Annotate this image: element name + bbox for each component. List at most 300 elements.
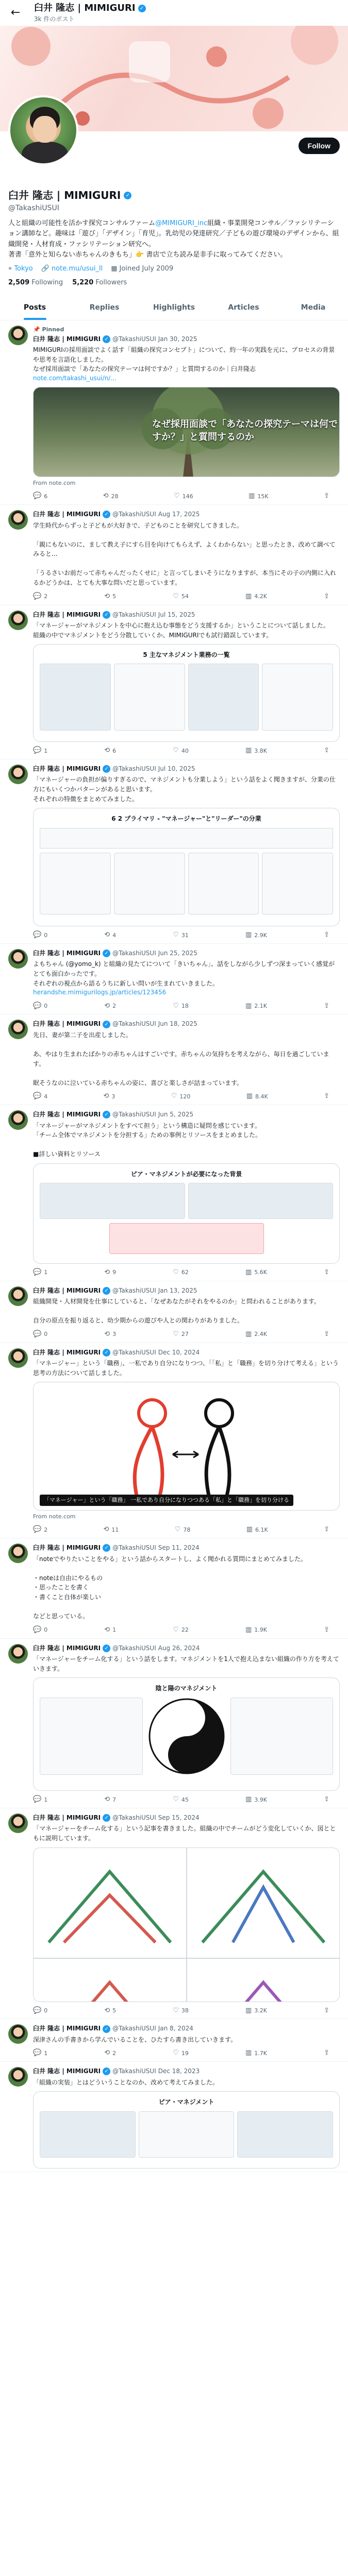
grid-image[interactable]	[34, 1848, 186, 1958]
slide-box	[188, 664, 259, 731]
like-button[interactable]: ♡ 62	[173, 1268, 189, 1278]
views-button[interactable]: ▥ 3.8K	[245, 746, 267, 756]
reply-button[interactable]: 💬 4	[33, 1092, 47, 1101]
tweet-author[interactable]: 臼井 隆志 | MIMIGURI	[33, 611, 101, 618]
avatar[interactable]	[8, 95, 78, 165]
tweet-date[interactable]: Aug 17, 2025	[158, 511, 200, 518]
tweet-header	[33, 510, 340, 519]
reply-icon: 💬	[33, 931, 42, 939]
website[interactable]: 🔗 note.mu/usui_ll	[41, 264, 103, 274]
like-button[interactable]: ♡ 146	[174, 492, 193, 501]
tweet-actions	[33, 1525, 340, 1535]
reply-icon: 💬	[33, 1625, 42, 1634]
location: ⌖ Tokyo	[8, 264, 33, 274]
tweet[interactable]	[0, 1281, 348, 1343]
tweet-header	[33, 2067, 340, 2076]
retweet-button[interactable]: ⟲ 6	[104, 746, 116, 756]
tweet-actions	[33, 1092, 340, 1101]
tweet-date[interactable]: Sep 11, 2024	[158, 1544, 200, 1552]
retweet-icon: ⟲	[104, 2049, 110, 2057]
tweet-text: MIMIGURIの採用面談でよく話す「組織の探究コンセプト」について、約一年の実践を元に、プロセスの背景や思考を言語化しました。 なぜ採用面談で「あなたの探究テーマは何ですか？」と質問するのか｜臼井隆志	[33, 346, 335, 373]
tweet-feed	[0, 320, 348, 2172]
tweet[interactable]	[0, 1538, 348, 1638]
share-icon: ⇪	[324, 1526, 329, 1534]
reply-icon: 💬	[33, 1092, 42, 1100]
share-button[interactable]	[324, 2006, 329, 2016]
tweet-media-card[interactable]	[33, 1382, 340, 1511]
tweet-body	[33, 765, 340, 940]
tweet-media-slide[interactable]	[33, 1163, 340, 1264]
views-button[interactable]: ▥ 8.4K	[246, 1092, 268, 1101]
tweet[interactable]	[0, 505, 348, 605]
slide-box	[114, 853, 185, 914]
tweet-media-grid[interactable]	[33, 1848, 340, 2002]
tweet-actions	[33, 2006, 340, 2016]
tweet-date[interactable]: Dec 18, 2023	[158, 2067, 200, 2075]
slide-box	[139, 2111, 235, 2158]
tweet-date[interactable]: Jan 13, 2025	[158, 1286, 197, 1294]
share-button[interactable]	[324, 2048, 329, 2058]
tab-media[interactable]: Media	[301, 303, 326, 312]
tweet-date[interactable]: Jun 5, 2025	[158, 1111, 194, 1118]
avatar[interactable]	[8, 765, 28, 784]
slide-box	[188, 1183, 334, 1219]
tweet-author[interactable]: 臼井 隆志 | MIMIGURI	[33, 2067, 101, 2075]
views-button[interactable]: ▥ 1.7K	[245, 2048, 267, 2058]
reply-button[interactable]: 💬 0	[33, 1330, 47, 1340]
share-icon: ⇪	[324, 592, 329, 600]
slide-boxes	[40, 2111, 333, 2158]
reply-button[interactable]: 💬 2	[33, 1525, 47, 1535]
avatar[interactable]	[8, 949, 28, 969]
media-caption: From note.com	[33, 480, 76, 487]
tweet-date[interactable]: Jan 8, 2024	[158, 2025, 193, 2032]
tweet-handle: @TakashiUSUI	[112, 511, 156, 518]
tweet-author[interactable]: 臼井 隆志 | MIMIGURI	[33, 1544, 101, 1552]
heart-icon: ♡	[171, 1092, 177, 1100]
share-button[interactable]	[324, 1268, 329, 1278]
slide-boxes	[40, 1183, 333, 1219]
verified-icon: ✓	[103, 1349, 110, 1357]
views-button[interactable]: ▥ 2.9K	[245, 930, 267, 940]
slide-box	[40, 1183, 185, 1219]
views-button[interactable]: ▥ 1.9K	[245, 1625, 267, 1635]
tweet[interactable]	[0, 2019, 348, 2062]
tab-replies[interactable]: Replies	[89, 303, 120, 312]
tweet-media-slide[interactable]	[33, 2091, 340, 2168]
retweet-button[interactable]: ⟲ 2	[104, 2048, 116, 2058]
slide-title: 6 2 プライマリ - "マネージャー"と"リーダー"の分業	[111, 815, 261, 823]
like-button[interactable]: ♡ 54	[173, 592, 189, 602]
reply-icon: 💬	[33, 1330, 42, 1338]
tweet-author[interactable]: 臼井 隆志 | MIMIGURI	[33, 1286, 101, 1294]
heart-icon: ♡	[173, 592, 179, 600]
profile-name	[8, 188, 340, 203]
share-button[interactable]	[324, 1525, 329, 1535]
link-icon: 🔗	[41, 264, 49, 273]
tweet-body	[33, 326, 340, 501]
reply-icon: 💬	[33, 2049, 42, 2057]
views-icon: ▥	[245, 2049, 252, 2057]
tweet-actions	[33, 2048, 340, 2058]
share-icon: ⇪	[324, 2006, 329, 2014]
tweet-header	[33, 1814, 340, 1822]
tweet-author[interactable]: 臼井 隆志 | MIMIGURI	[33, 1814, 101, 1821]
views-icon: ▥	[245, 1795, 252, 1804]
tweet-header	[33, 1348, 340, 1357]
slide-title: 5 主なマネジメント業務の一覧	[143, 651, 230, 659]
reply-button[interactable]: 💬 0	[33, 930, 47, 940]
tweet-link[interactable]: herandshe.mimigurilogs.jp/articles/123456	[33, 989, 167, 996]
heart-icon: ♡	[173, 1002, 179, 1010]
calendar-icon: ▦	[111, 264, 118, 273]
share-button[interactable]	[324, 1795, 329, 1805]
verified-icon: ✓	[103, 1645, 110, 1652]
tweet-handle: @TakashiUSUI	[112, 335, 156, 343]
following-stat[interactable]: 2,509 Following	[8, 278, 63, 286]
slide-title: 陰と陽のマネジメント	[155, 1685, 218, 1692]
verified-icon: ✓	[103, 1814, 110, 1822]
share-icon: ⇪	[324, 747, 329, 755]
grid-image[interactable]	[187, 1959, 340, 2002]
tweet-text: 「noteでやりたいことをやる」という話からスタートし、よく聞かれる質問にまとめてみました。 ・noteは自由にやるもの ・思ったことを書く ・書くこと自体が楽しい などと思っている。	[33, 1555, 307, 1620]
reply-button[interactable]: 💬 1	[33, 1795, 47, 1805]
tweet-date[interactable]: Jun 25, 2025	[158, 949, 197, 957]
verified-icon: ✓	[124, 192, 131, 199]
views-button[interactable]: ▥ 3.9K	[245, 1795, 267, 1805]
retweet-button[interactable]: ⟲ 9	[104, 1268, 116, 1278]
slide-box	[40, 664, 111, 731]
tweet-header	[33, 2024, 340, 2033]
reply-button[interactable]: 💬 1	[33, 746, 47, 756]
tweet-header	[33, 335, 340, 344]
slide-banner	[40, 828, 333, 849]
tweet[interactable]	[0, 605, 348, 759]
tweet-author[interactable]: 臼井 隆志 | MIMIGURI	[33, 1348, 101, 1356]
retweet-button[interactable]: ⟲ 5	[104, 2006, 116, 2016]
tweet[interactable]	[0, 944, 348, 1014]
tweet-date[interactable]: Jul 15, 2025	[158, 611, 195, 618]
slide-title: ピア・マネジメントが必要になった背景	[130, 1170, 242, 1178]
retweet-icon: ⟲	[103, 1092, 109, 1100]
bio-line: 組織・事業開発コンサル／ファシリテーション講師など。趣味は「遊び」「デザイン」「育児」。乳幼児の発達研究／子どもの遊び環境のデザインから、組織開発・人材育成・ファシリテーション研究へ。	[8, 219, 339, 248]
avatar[interactable]	[8, 1644, 28, 1664]
tweet-handle: @TakashiUSUI	[112, 1286, 156, 1294]
like-button[interactable]: ♡ 120	[171, 1092, 191, 1101]
reply-icon: 💬	[33, 1795, 42, 1804]
retweet-button[interactable]: ⟲ 28	[103, 492, 119, 501]
share-button[interactable]	[324, 746, 329, 756]
tweet-media-slide[interactable]	[33, 808, 340, 926]
tweet-text: よもちゃん (@yomo_k) と組織の見たてについて「きいちゃん」、話をしながら少しずつ深まっていく感覚がとても面白かったです。 それぞれの視点から語るうちに新しい問いが生まれていきました。	[33, 960, 335, 987]
views-icon: ▥	[245, 2006, 252, 2014]
tab-highlights[interactable]: Highlights	[153, 303, 195, 312]
tweet-handle: @TakashiUSUI	[112, 1544, 156, 1552]
diagram-image	[34, 1959, 186, 2002]
tweet-actions	[33, 1330, 340, 1340]
like-button[interactable]: ♡ 18	[173, 1002, 189, 1011]
bio-mention-link[interactable]: @MIMIGURI_inc	[155, 219, 208, 228]
reply-button[interactable]: 💬 1	[33, 1268, 47, 1278]
share-button[interactable]	[324, 1330, 329, 1340]
share-icon: ⇪	[324, 931, 329, 939]
tweet-text: 学生時代からずっと子どもが大好きで、子どものことを研究してきました。 「親にもないのに、まして教え子にすら目を向けてもらえず、よくわからない」と思ったとき、改めて調べてみると... 「うるさいお前だって赤ちゃんだったくせに」と言ってしまいそうになりますが、本当にその子の内側に入れるかどうかは、とても大事な問いだと思っています。	[33, 521, 337, 587]
share-button[interactable]	[324, 592, 329, 602]
verified-icon: ✓	[103, 1111, 110, 1118]
tweet[interactable]	[0, 320, 348, 505]
follow-button[interactable]: Follow	[299, 138, 340, 154]
diagram-image	[34, 1848, 186, 1958]
tweet[interactable]	[0, 1639, 348, 1808]
tweet-body	[33, 2024, 340, 2058]
tweet-body	[33, 611, 340, 756]
avatar[interactable]	[8, 326, 28, 345]
tweet[interactable]	[0, 759, 348, 944]
views-icon: ▥	[245, 747, 252, 755]
yin-yang-layout	[40, 1698, 333, 1775]
avatar[interactable]	[8, 1348, 28, 1368]
tweet-author[interactable]: 臼井 隆志 | MIMIGURI	[33, 511, 101, 518]
location-icon: ⌖	[8, 264, 12, 273]
like-button[interactable]: ♡ 40	[173, 746, 189, 756]
verified-icon: ✓	[103, 1287, 110, 1295]
avatar[interactable]	[8, 1286, 28, 1306]
slide-box	[237, 2111, 333, 2158]
views-icon: ▥	[245, 931, 252, 939]
reply-icon: 💬	[33, 492, 42, 500]
like-button[interactable]: ♡ 31	[173, 930, 189, 940]
reply-button[interactable]: 💬 2	[33, 592, 47, 602]
tweet-body	[33, 949, 340, 1011]
tweet-handle: @TakashiUSUI	[112, 2067, 156, 2075]
tweet-body	[33, 1110, 340, 1278]
tweet-author[interactable]: 臼井 隆志 | MIMIGURI	[33, 335, 101, 343]
heart-icon: ♡	[173, 747, 179, 755]
tweet-date[interactable]: Jan 30, 2025	[158, 335, 197, 343]
tweet-handle: @TakashiUSUI	[112, 611, 156, 618]
share-button[interactable]	[324, 1625, 329, 1635]
avatar[interactable]	[8, 2024, 28, 2044]
share-icon: ⇪	[324, 1268, 329, 1276]
retweet-icon: ⟲	[104, 931, 110, 939]
views-button[interactable]: ▥ 2.1K	[245, 1002, 267, 1011]
verified-icon: ✓	[138, 5, 146, 12]
retweet-button[interactable]: ⟲ 3	[104, 1330, 116, 1340]
views-icon: ▥	[246, 1092, 253, 1100]
tweet[interactable]	[0, 2062, 348, 2172]
tweet-header	[33, 1110, 340, 1119]
tab-articles[interactable]: Articles	[228, 303, 259, 312]
like-button[interactable]: ♡ 19	[173, 2048, 189, 2058]
tweet-handle: @TakashiUSUI	[112, 765, 156, 772]
share-button[interactable]	[324, 1002, 329, 1011]
tweet[interactable]	[0, 1105, 348, 1281]
share-icon: ⇪	[324, 1092, 329, 1100]
tweet[interactable]	[0, 1343, 348, 1538]
views-button[interactable]: ▥ 15K	[248, 492, 269, 501]
reply-button[interactable]: 💬 1	[33, 2048, 47, 2058]
tweet-author[interactable]: 臼井 隆志 | MIMIGURI	[33, 2025, 101, 2032]
retweet-icon: ⟲	[103, 492, 109, 500]
tweet-media-card[interactable]	[33, 387, 340, 477]
profile-handle: @TakashiUSUI	[8, 204, 59, 212]
diagram-image	[187, 1959, 340, 2002]
views-button[interactable]: ▥ 6.1K	[246, 1525, 268, 1535]
top-bar	[0, 0, 348, 26]
tweet-actions	[33, 592, 340, 602]
reply-icon: 💬	[33, 1526, 42, 1534]
tweet-date[interactable]: Dec 10, 2024	[158, 1348, 200, 1356]
tweet-actions	[33, 1625, 340, 1635]
reply-icon: 💬	[33, 592, 42, 600]
reply-button[interactable]: 💬 6	[33, 492, 47, 501]
tweet-handle: @TakashiUSUI	[112, 1020, 156, 1028]
grid-image[interactable]	[34, 1959, 186, 2002]
views-button[interactable]: ▥ 4.2K	[245, 592, 267, 602]
retweet-button[interactable]: ⟲ 5	[104, 592, 116, 602]
verified-icon: ✓	[103, 335, 110, 343]
yin-yang-icon	[148, 1698, 225, 1775]
heart-icon: ♡	[174, 1526, 181, 1534]
diagram-image	[187, 1848, 340, 1958]
header-name-text: 臼井 隆志 | MIMIGURI	[34, 3, 136, 14]
avatar[interactable]	[8, 1544, 28, 1563]
retweet-icon: ⟲	[104, 747, 110, 755]
tweet-handle: @TakashiUSUI	[112, 1644, 156, 1652]
reply-button[interactable]: 💬 0	[33, 1002, 47, 1011]
share-button[interactable]	[324, 930, 329, 940]
tab-posts[interactable]: Posts	[0, 295, 70, 320]
retweet-button[interactable]: ⟲ 4	[104, 930, 116, 940]
retweet-icon: ⟲	[104, 1268, 110, 1276]
slide-boxes	[40, 664, 333, 731]
followers-stat[interactable]: 5,220 Followers	[72, 278, 127, 286]
follow-stats	[8, 278, 340, 288]
share-icon: ⇪	[324, 1330, 329, 1338]
post-count: 3k 件のポスト	[34, 15, 75, 23]
tweet-media-slide[interactable]	[33, 644, 340, 742]
tweet-body	[33, 1544, 340, 1635]
avatar[interactable]	[8, 611, 28, 630]
views-button[interactable]: ▥ 3.2K	[245, 2006, 267, 2016]
share-icon: ⇪	[324, 492, 329, 500]
slide-highlight-box	[109, 1223, 264, 1254]
slide-box	[40, 2111, 136, 2158]
retweet-button[interactable]: ⟲ 11	[104, 1525, 119, 1535]
tweet-header	[33, 1644, 340, 1653]
verified-icon: ✓	[103, 950, 110, 957]
tweet-handle: @TakashiUSUI	[112, 1111, 156, 1118]
views-icon: ▥	[245, 1268, 252, 1276]
retweet-icon: ⟲	[104, 2006, 110, 2014]
tweet-link[interactable]: note.com/takashi_usui/n/...	[33, 374, 117, 382]
tweet-author[interactable]: 臼井 隆志 | MIMIGURI	[33, 765, 101, 772]
retweet-icon: ⟲	[104, 1002, 110, 1010]
slide-boxes	[40, 853, 333, 914]
tweet-header	[33, 949, 340, 958]
tweet-handle: @TakashiUSUI	[112, 1348, 156, 1356]
avatar[interactable]	[8, 1814, 28, 1833]
verified-icon: ✓	[103, 2067, 110, 2075]
share-icon: ⇪	[324, 2049, 329, 2057]
bio-book: 著書「意外と知らない赤ちゃんのきもち」	[8, 250, 136, 259]
tweet-header	[33, 1020, 340, 1028]
tweet-author[interactable]: 臼井 隆志 | MIMIGURI	[33, 1111, 101, 1118]
reply-button[interactable]: 💬 0	[33, 1625, 47, 1635]
profile-name-text: 臼井 隆志 | MIMIGURI	[8, 189, 121, 201]
tweet-text: 「マネージャーの負担が偏りすぎるので、マネジメントも分業しよう」という話をよく聞きますが、分業の仕方にもいくつかパターンがあると思います。 それぞれの特徴をまとめてみました。	[33, 776, 336, 803]
grid-image[interactable]	[187, 1848, 340, 1958]
pinned-label: 📌 Pinned	[33, 326, 64, 333]
tweet-date[interactable]: Sep 15, 2024	[158, 1814, 200, 1821]
tweet-date[interactable]: Aug 26, 2024	[158, 1644, 200, 1652]
tweet[interactable]	[0, 1808, 348, 2019]
heart-icon: ♡	[173, 1795, 179, 1804]
share-button[interactable]	[324, 1092, 329, 1101]
retweet-button[interactable]: ⟲ 3	[104, 1092, 115, 1101]
verified-icon: ✓	[103, 511, 110, 518]
verified-icon: ✓	[103, 611, 110, 619]
avatar[interactable]	[8, 1020, 28, 1039]
back-arrow-icon[interactable]: ←	[10, 6, 21, 20]
retweet-icon: ⟲	[103, 1526, 109, 1534]
share-icon: ⇪	[324, 1625, 329, 1634]
heart-icon: ♡	[173, 931, 179, 939]
tweet-handle: @TakashiUSUI	[112, 949, 156, 957]
two-figures-illustration	[34, 1382, 340, 1511]
tweet-date[interactable]: Jul 10, 2025	[158, 765, 195, 772]
tweet-date[interactable]: Jun 18, 2025	[158, 1020, 197, 1028]
tweet-text: 組織開発・人材開発を仕事にしていると、「なぜあなたがそれをやるのか」と問われることがあります。 自分の原点を振り返ると、幼少期からの遊びや人との関わりがありました。	[33, 1298, 321, 1325]
media-title: なぜ採用面談で「あなたの探究テーマは何ですか？」と質問するのか	[152, 419, 338, 443]
share-icon: ⇪	[324, 1002, 329, 1010]
tweet-body	[33, 1286, 340, 1340]
tweet-text: 「マネージャー」という「職務」、一私であり自分になりつつ、「「私」と「職務」を切り分けて考える」という思考の方法について話しました。	[33, 1360, 339, 1377]
like-button[interactable]: ♡ 27	[173, 1330, 189, 1340]
tweet-author[interactable]: 臼井 隆志 | MIMIGURI	[33, 949, 101, 957]
tweet-actions	[33, 1795, 340, 1805]
slide-box	[40, 853, 111, 914]
like-button[interactable]: ♡ 22	[173, 1625, 189, 1635]
avatar[interactable]	[8, 510, 28, 530]
profile-info	[0, 188, 348, 288]
profile-meta	[8, 264, 340, 274]
retweet-button[interactable]: ⟲ 1	[104, 1625, 116, 1635]
tweet-author[interactable]: 臼井 隆志 | MIMIGURI	[33, 1020, 101, 1028]
tweet-actions	[33, 930, 340, 940]
reply-button[interactable]: 💬 0	[33, 2006, 47, 2016]
avatar[interactable]	[8, 2067, 28, 2087]
tweet[interactable]	[0, 1014, 348, 1105]
retweet-button[interactable]: ⟲ 7	[104, 1795, 116, 1805]
heart-icon: ♡	[173, 1268, 179, 1276]
like-button[interactable]: ♡ 78	[175, 1525, 191, 1535]
views-button[interactable]: ▥ 2.4K	[245, 1330, 267, 1340]
tweet-actions	[33, 746, 340, 756]
reply-icon: 💬	[33, 1268, 42, 1276]
tweet-header	[33, 1286, 340, 1295]
like-button[interactable]: ♡ 45	[173, 1795, 189, 1805]
retweet-button[interactable]: ⟲ 2	[104, 1002, 116, 1011]
tweet-author[interactable]: 臼井 隆志 | MIMIGURI	[33, 1644, 101, 1652]
views-button[interactable]: ▥ 5.6K	[245, 1268, 267, 1278]
tweet-header	[33, 765, 340, 773]
share-button[interactable]	[324, 492, 329, 501]
tweet-media-slide[interactable]	[33, 1677, 340, 1791]
like-button[interactable]: ♡ 38	[173, 2006, 189, 2016]
avatar[interactable]	[8, 1110, 28, 1130]
slide-box	[188, 853, 259, 914]
